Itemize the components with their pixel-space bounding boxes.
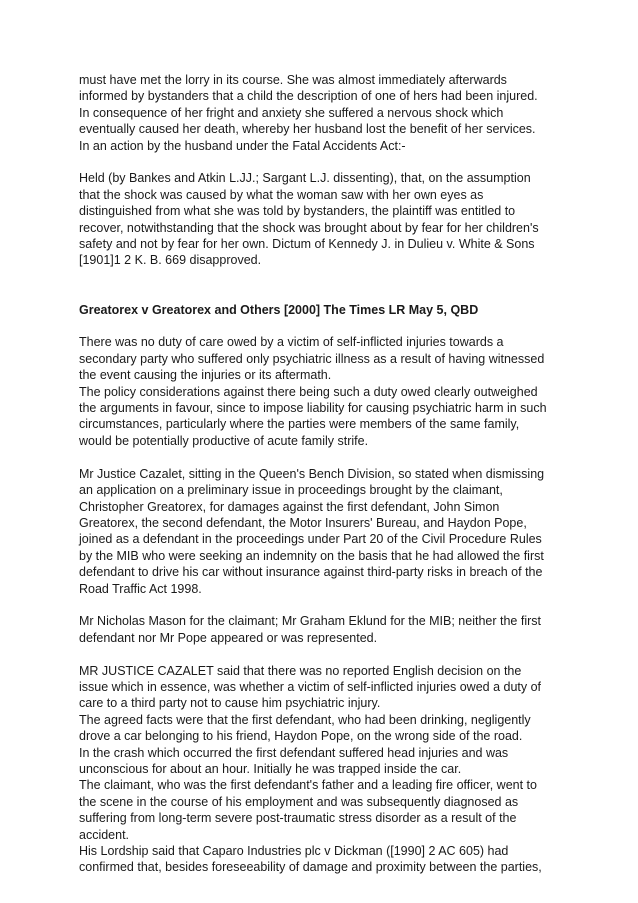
text-line: defendant nor Mr Pope appeared or was represented.: [79, 630, 378, 645]
text-line: circumstances, particularly where the parties were members of the same family,: [79, 417, 520, 432]
case-title: Greatorex v Greatorex and Others [2000] The Times LR May 5, QBD: [79, 302, 479, 317]
text-line: MR JUSTICE CAZALET said that there was no reported English decision on the: [79, 663, 522, 678]
text-line: His Lordship said that Caparo Industries plc v Dickman ([1990] 2 AC 605) had: [79, 844, 509, 858]
text-line: the arguments in favour, since to impose liability for causing psychiatric harm in such: [79, 401, 547, 416]
text-line: that the shock was caused by what the woman saw with her own eyes as: [79, 187, 484, 202]
text-line: the event causing the injuries or its aftermath.: [79, 368, 332, 383]
text-line: eventually caused her death, whereby her husband lost the benefit of her services.: [79, 122, 536, 137]
paragraph-facts: [79, 72, 569, 154]
paragraph-proceedings: [79, 466, 569, 597]
paragraph-judgment: [79, 663, 569, 876]
paragraph-summary: [79, 334, 569, 449]
text-line: accident.: [79, 827, 130, 842]
text-line: In the crash which occurred the first defendant suffered head injuries and was: [79, 745, 509, 760]
text-line: In consequence of her fright and anxiety she suffered a nervous shock which: [79, 105, 504, 120]
section-gap: [79, 269, 569, 302]
paragraph-counsel: [79, 613, 569, 646]
text-line: The agreed facts were that the first defendant, who had been drinking, negligently: [79, 712, 531, 727]
paragraph-gap: [79, 449, 569, 465]
case-heading: [79, 302, 569, 318]
text-line: must have met the lorry in its course. She was almost immediately afterwards: [79, 73, 507, 87]
text-line: The claimant, who was the first defendant's father and a leading fire officer, went to: [79, 778, 537, 793]
document-page: [79, 72, 569, 876]
text-line: joined as a defendant in the proceedings under Part 20 of the Civil Procedure Rules: [79, 532, 542, 547]
text-line: The policy considerations against there being such a duty owed clearly outweighed: [79, 384, 538, 399]
text-line: Mr Nicholas Mason for the claimant; Mr Graham Eklund for the MIB; neither the first: [79, 614, 541, 629]
text-line: secondary party who suffered only psychiatric illness as a result of having witnessed: [79, 351, 545, 366]
text-line: defendant to drive his car without insurance against third-party risks in breach of the: [79, 565, 543, 580]
paragraph-gap: [79, 318, 569, 334]
text-line: In an action by the husband under the Fatal Accidents Act:-: [79, 138, 406, 153]
text-line: drove a car belonging to his friend, Haydon Pope, on the wrong side of the road.: [79, 729, 523, 744]
text-line: confirmed that, besides foreseeability of damage and proximity between the parties,: [79, 860, 542, 875]
text-line: would be potentially productive of acute family strife.: [79, 433, 369, 448]
paragraph-gap: [79, 154, 569, 170]
text-line: [1901]1 2 K. B. 669 disapproved.: [79, 253, 262, 268]
text-line: issue which in essence, was whether a victim of self-inflicted injuries owed a duty of: [79, 679, 542, 694]
paragraph-gap: [79, 646, 569, 662]
text-line: suffering from long-term severe post-traumatic stress disorder as a result of the: [79, 811, 517, 826]
text-line: the scene in the course of his employment and was subsequently diagnosed as: [79, 794, 519, 809]
text-line: distinguished from what she was told by bystanders, the plaintiff was entitled to: [79, 204, 516, 219]
text-line: Held (by Bankes and Atkin L.JJ.; Sargant L.J. dissenting), that, on the assumption: [79, 171, 531, 186]
text-line: Greatorex, the second defendant, the Motor Insurers' Bureau, and Haydon Pope,: [79, 515, 527, 530]
paragraph-held: [79, 170, 569, 268]
text-line: safety and not by fear for her own. Dictum of Kennedy J. in Dulieu v. White & Sons: [79, 237, 535, 252]
text-line: Christopher Greatorex, for damages against the first defendant, John Simon: [79, 499, 500, 514]
text-line: by the MIB who were seeking an indemnity on the basis that he had allowed the first: [79, 548, 544, 563]
text-line: an application on a preliminary issue in proceedings brought by the claimant,: [79, 483, 503, 498]
text-line: Road Traffic Act 1998.: [79, 581, 202, 596]
text-line: recover, notwithstanding that the shock was brought about by fear for her children's: [79, 220, 539, 235]
text-line: There was no duty of care owed by a victim of self-inflicted injuries towards a: [79, 335, 504, 350]
text-line: informed by bystanders that a child the description of one of hers had been injured.: [79, 89, 538, 104]
text-line: Mr Justice Cazalet, sitting in the Queen's Bench Division, so stated when dismissing: [79, 466, 545, 481]
text-line: care to a third party not to cause him psychiatric injury.: [79, 696, 381, 711]
paragraph-gap: [79, 597, 569, 613]
text-line: unconscious for about an hour. Initially he was trapped inside the car.: [79, 761, 462, 776]
